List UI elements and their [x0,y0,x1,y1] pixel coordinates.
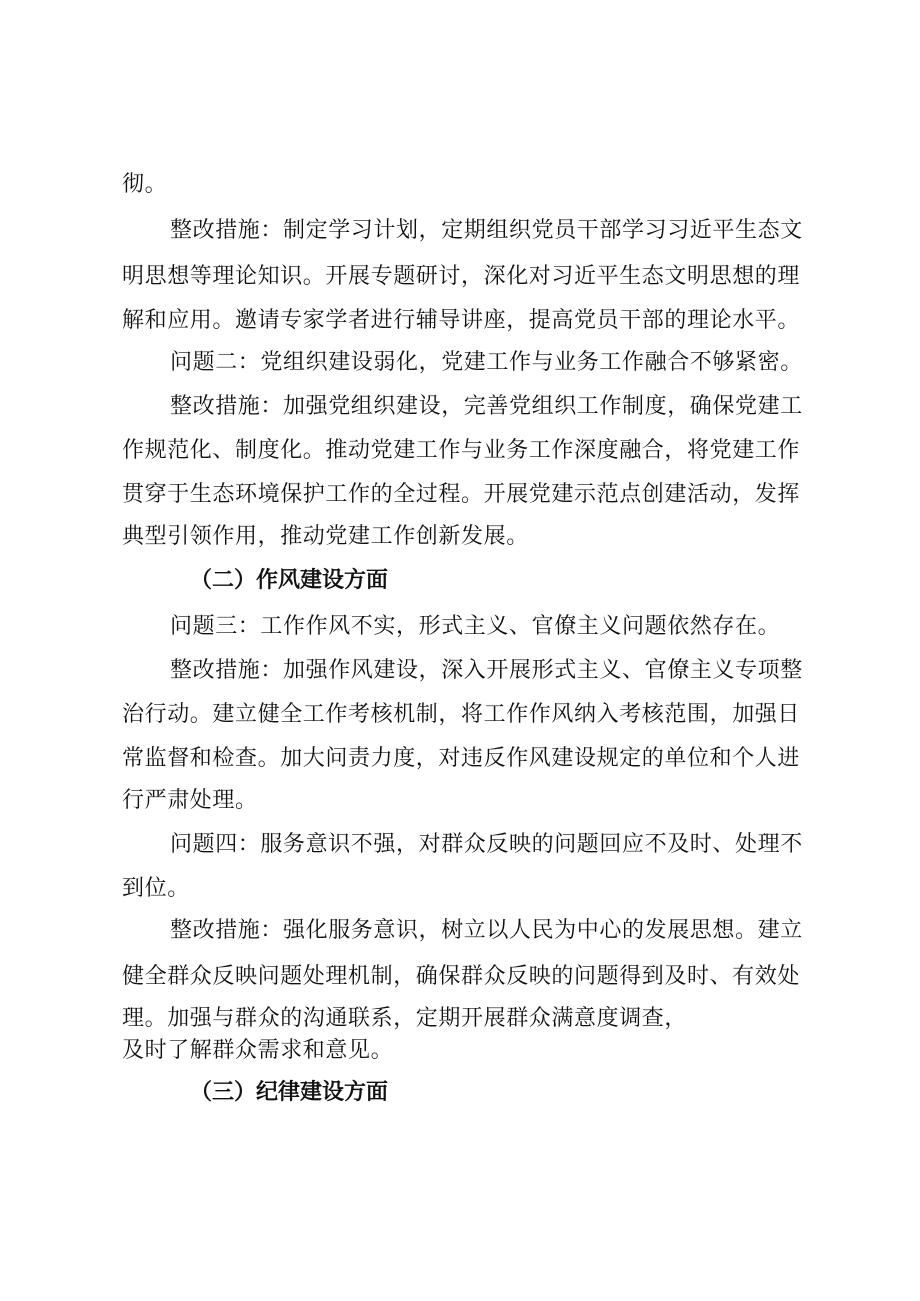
paragraph-line: 整改措施：强化服务意识，树立以人民为中心的发展思想。建立 [170,918,803,943]
paragraph-line: 及时了解群众需求和意见。 [122,1038,394,1063]
paragraph-line: 到位。 [122,876,190,901]
paragraph-line: 问题四：服务意识不强，对群众反映的问题回应不及时、处理不 [170,832,803,857]
paragraph-line: 贯穿于生态环境保护工作的全过程。开展党建示范点创建活动，发挥 [122,482,801,507]
section-heading: （三）纪律建设方面 [190,1080,389,1105]
paragraph-line: 治行动。建立健全工作考核机制，将工作作风纳入考核范围，加强日 [122,702,801,727]
paragraph-line: 常监督和检查。加大问责力度，对违反作风建设规定的单位和个人进 [122,746,801,771]
paragraph-line: 整改措施：加强作风建设，深入开展形式主义、官僚主义专项整 [170,658,803,683]
paragraph-line: 行严肃处理。 [122,788,258,813]
paragraph-line: 问题二：党组织建设弱化，党建工作与业务工作融合不够紧密。 [170,350,803,375]
paragraph-line: 理。加强与群众的沟通联系，定期开展群众满意度调查， [122,1006,688,1031]
paragraph-line: 解和应用。邀请专家学者进行辅导讲座，提高党员干部的理论水平。 [122,308,801,333]
paragraph-line: 典型引领作用，推动党建工作创新发展。 [122,524,529,549]
paragraph-line: 整改措施：制定学习计划，定期组织党员干部学习习近平生态文 [170,218,803,243]
paragraph-line: 问题三：工作作风不实，形式主义、官僚主义问题依然存在。 [170,614,781,639]
section-heading: （二）作风建设方面 [190,568,389,593]
paragraph-line: 健全群众反映问题处理机制，确保群众反映的问题得到及时、有效处 [122,964,801,989]
paragraph-line: 明思想等理论知识。开展专题研讨，深化对习近平生态文明思想的理 [122,264,801,289]
paragraph-line: 作规范化、制度化。推动党建工作与业务工作深度融合，将党建工作 [122,438,801,463]
paragraph-line: 彻。 [122,172,168,197]
paragraph-line: 整改措施：加强党组织建设，完善党组织工作制度，确保党建工 [170,394,803,419]
